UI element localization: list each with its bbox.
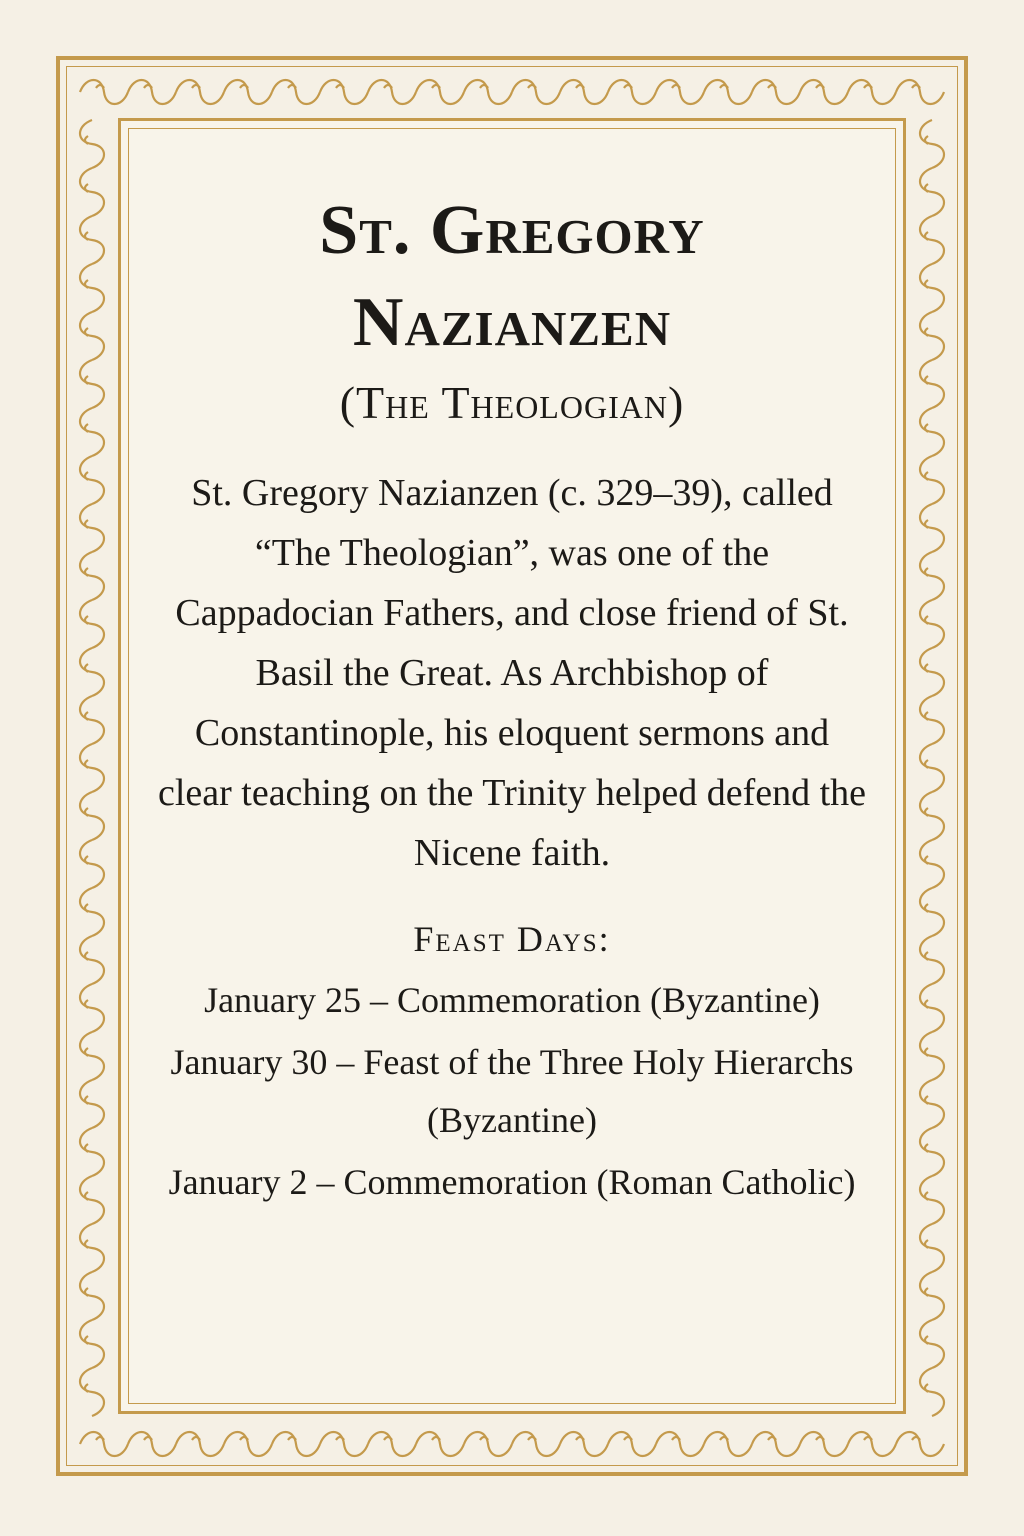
ornamental-scroll-border-left-icon [70, 114, 114, 1422]
biography-text: St. Gregory Nazianzen (c. 329–39), called “The Theologian”, was one of the Cappadocian Fathers, and close friend of St. Basil the Great. As Archbishop of Constantinople, his eloquent sermons and clear teaching on the Trinity helped defend the Nicene faith. [157, 472, 867, 874]
title-line-1: St. Gregory [319, 192, 705, 269]
saint-name [150, 185, 874, 369]
title-line-2: Nazianzen [352, 284, 672, 361]
feast-day-item: January 2 – Commemoration (Roman Catholic) [168, 1162, 856, 1202]
feast-days-list [150, 971, 874, 1211]
card-content [150, 185, 874, 1215]
ornamental-scroll-border-right-icon [910, 114, 954, 1422]
ornamental-scroll-border-bottom-icon [70, 1422, 954, 1466]
saint-epithet: (The Theologian) [339, 377, 685, 428]
feast-day-item: January 25 – Commemoration (Byzantine) [204, 980, 820, 1020]
ornamental-scroll-border-icon [70, 70, 954, 114]
feast-day-item: January 30 – Feast of the Three Holy Hierarchs (Byzantine) [170, 1042, 854, 1140]
feast-days-heading: Feast Days: [413, 919, 611, 959]
